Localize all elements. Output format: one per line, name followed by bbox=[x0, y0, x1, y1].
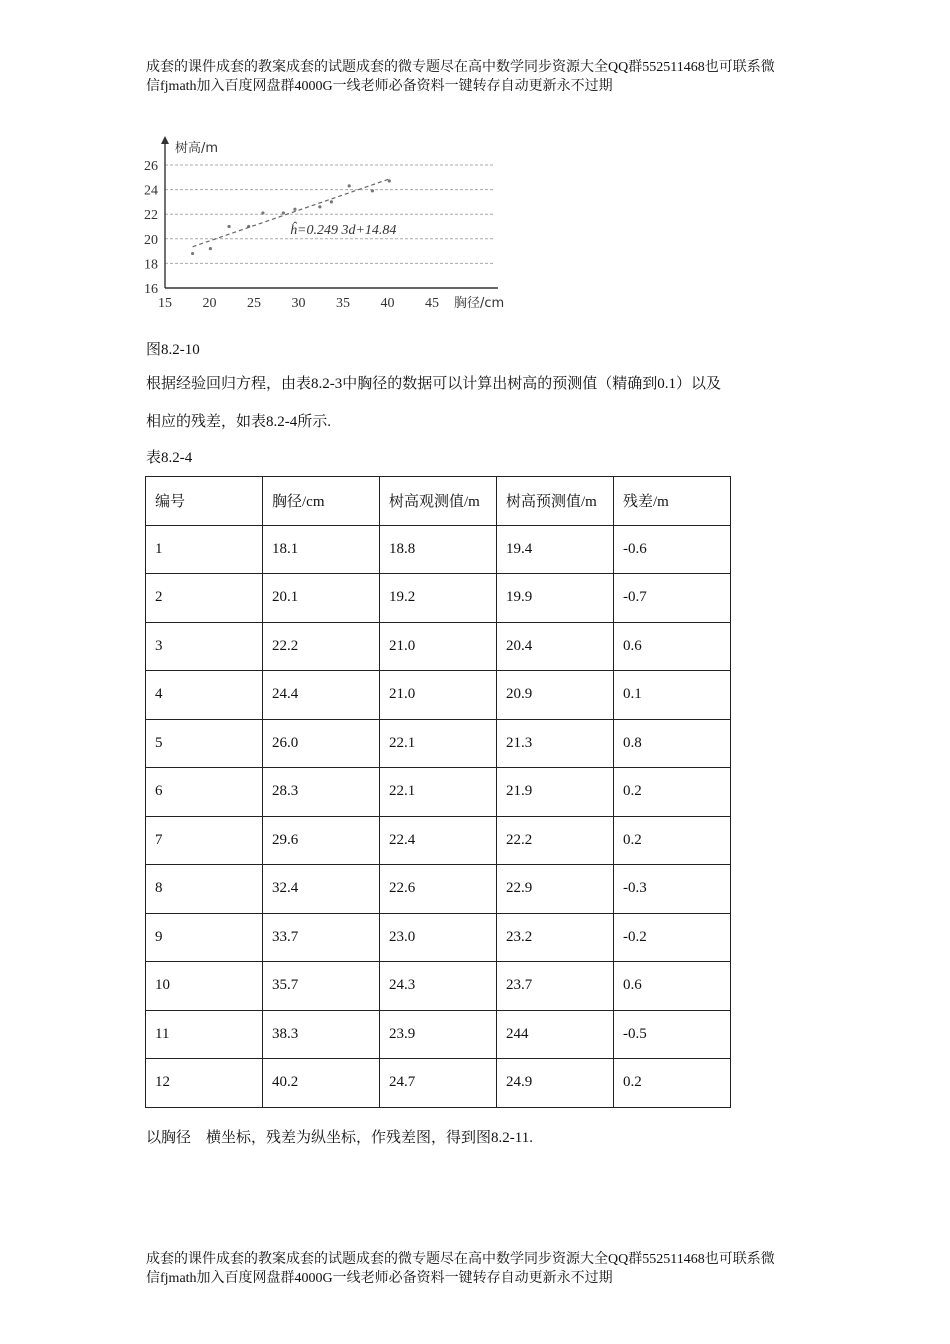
paragraph-1-line-2: 相应的残差，如表8.2-4所示. bbox=[146, 414, 331, 430]
footer-line-2: 信fjmath加入百度网盘群4000G一线老师必备资料一键转存自动更新永不过期 bbox=[146, 1271, 613, 1286]
table-title: 表8.2-4 bbox=[146, 450, 193, 466]
data-point bbox=[348, 184, 351, 187]
data-point bbox=[209, 247, 212, 250]
table-cell: 0.2 bbox=[614, 768, 731, 817]
table-cell: 24.3 bbox=[380, 962, 497, 1011]
paragraph-2: 以胸径 横坐标，残差为纵坐标，作残差图，得到图8.2-11. bbox=[146, 1130, 533, 1146]
table-cell: 24.9 bbox=[497, 1059, 614, 1108]
table-cell: 35.7 bbox=[263, 962, 380, 1011]
data-point bbox=[330, 200, 333, 203]
table-cell: 22.1 bbox=[380, 768, 497, 817]
table-cell: 胸径/cm bbox=[263, 477, 380, 526]
table-cell: 22.4 bbox=[380, 816, 497, 865]
y-axis-label: 树高/m bbox=[175, 141, 219, 156]
table-cell: -0.5 bbox=[614, 1010, 731, 1059]
y-axis-arrow bbox=[161, 136, 169, 144]
table-cell: 11 bbox=[146, 1010, 263, 1059]
regression-equation-label: ĥ=0.249 3d+14.84 bbox=[290, 223, 397, 238]
footer-line-1: 成套的课件成套的教案成套的试题成套的微专题尽在高中数学同步资源大全QQ群552511468也可联系微 bbox=[146, 1252, 775, 1267]
table-cell: 19.9 bbox=[497, 574, 614, 623]
y-tick-label: 24 bbox=[144, 183, 158, 199]
table-row bbox=[146, 913, 731, 962]
figure-caption: 图8.2-10 bbox=[146, 342, 200, 358]
table-cell: 21.9 bbox=[497, 768, 614, 817]
x-tick-label: 35 bbox=[336, 296, 350, 311]
table-cell: 0.2 bbox=[614, 816, 731, 865]
table-row bbox=[146, 671, 731, 720]
table-cell: 10 bbox=[146, 962, 263, 1011]
table-cell: 6 bbox=[146, 768, 263, 817]
x-axis-label: 胸径/cm bbox=[454, 296, 505, 311]
table-row bbox=[146, 622, 731, 671]
table-cell: 18.8 bbox=[380, 525, 497, 574]
table-row bbox=[146, 1010, 731, 1059]
table-row bbox=[146, 865, 731, 914]
data-point bbox=[293, 208, 296, 211]
table-row bbox=[146, 768, 731, 817]
data-point bbox=[371, 189, 374, 192]
table-cell: 22.2 bbox=[497, 816, 614, 865]
table-cell: 7 bbox=[146, 816, 263, 865]
table-cell: 38.3 bbox=[263, 1010, 380, 1059]
paragraph-1-line-1: 根据经验回归方程，由表8.2-3中胸径的数据可以计算出树高的预测值（精确到0.1）以及 bbox=[146, 376, 721, 392]
table-cell: 0.6 bbox=[614, 962, 731, 1011]
table-cell: 残差/m bbox=[614, 477, 731, 526]
data-point bbox=[191, 252, 194, 255]
table-cell: 0.1 bbox=[614, 671, 731, 720]
table-cell: 12 bbox=[146, 1059, 263, 1108]
table-cell: 20.1 bbox=[263, 574, 380, 623]
x-tick-label: 25 bbox=[247, 296, 261, 311]
table-cell: 32.4 bbox=[263, 865, 380, 914]
data-point bbox=[318, 205, 321, 208]
table-cell: 21.3 bbox=[497, 719, 614, 768]
table-cell: 8 bbox=[146, 865, 263, 914]
table-cell: 23.7 bbox=[497, 962, 614, 1011]
table-cell: 23.9 bbox=[380, 1010, 497, 1059]
table-row bbox=[146, 719, 731, 768]
header-line-1: 成套的课件成套的教案成套的试题成套的微专题尽在高中数学同步资源大全QQ群552511468也可联系微 bbox=[146, 60, 775, 75]
table-cell: -0.3 bbox=[614, 865, 731, 914]
table-cell: 1 bbox=[146, 525, 263, 574]
table-cell: 3 bbox=[146, 622, 263, 671]
table-row bbox=[146, 574, 731, 623]
table-cell: 33.7 bbox=[263, 913, 380, 962]
page-footer bbox=[146, 1250, 826, 1288]
y-tick-label: 16 bbox=[144, 282, 158, 297]
table-cell: 23.2 bbox=[497, 913, 614, 962]
table-cell: 编号 bbox=[146, 477, 263, 526]
header-line-2: 信fjmath加入百度网盘群4000G一线老师必备资料一键转存自动更新永不过期 bbox=[146, 79, 613, 94]
scatter-figure bbox=[138, 128, 518, 318]
x-tick-label: 20 bbox=[202, 296, 217, 311]
table-cell: 树高观测值/m bbox=[380, 477, 497, 526]
table-cell: 22.6 bbox=[380, 865, 497, 914]
table-row bbox=[146, 962, 731, 1011]
table-cell: 21.0 bbox=[380, 622, 497, 671]
chart-points bbox=[191, 179, 391, 255]
table-cell: 40.2 bbox=[263, 1059, 380, 1108]
table-cell: 树高预测值/m bbox=[497, 477, 614, 526]
chart-axes bbox=[161, 136, 498, 288]
table-header-row bbox=[146, 477, 731, 526]
y-tick-label: 20 bbox=[144, 232, 158, 248]
table-cell: 24.4 bbox=[263, 671, 380, 720]
table-cell: 20.4 bbox=[497, 622, 614, 671]
x-tick-label: 30 bbox=[291, 296, 306, 311]
data-point bbox=[282, 211, 285, 214]
table-row bbox=[146, 525, 731, 574]
chart-gridlines bbox=[165, 165, 493, 263]
table-cell: -0.6 bbox=[614, 525, 731, 574]
x-tick-label: 40 bbox=[380, 296, 395, 311]
table-cell: 26.0 bbox=[263, 719, 380, 768]
table-cell: 18.1 bbox=[263, 525, 380, 574]
y-tick-label: 18 bbox=[144, 257, 158, 273]
table-cell: 22.9 bbox=[497, 865, 614, 914]
page-header bbox=[146, 58, 826, 96]
table-cell: -0.7 bbox=[614, 574, 731, 623]
table-cell: 4 bbox=[146, 671, 263, 720]
table-cell: 9 bbox=[146, 913, 263, 962]
table-cell: 23.0 bbox=[380, 913, 497, 962]
scatter-chart-svg bbox=[138, 128, 518, 318]
y-tick-label: 22 bbox=[144, 208, 158, 224]
table-cell: 28.3 bbox=[263, 768, 380, 817]
table-cell: 29.6 bbox=[263, 816, 380, 865]
residual-table bbox=[145, 476, 731, 1108]
table-cell: 19.4 bbox=[497, 525, 614, 574]
table-cell: 5 bbox=[146, 719, 263, 768]
data-point bbox=[261, 211, 264, 214]
table-cell: 22.1 bbox=[380, 719, 497, 768]
table-cell: -0.2 bbox=[614, 913, 731, 962]
table-row bbox=[146, 816, 731, 865]
data-point bbox=[227, 225, 230, 228]
x-tick-label: 15 bbox=[158, 296, 172, 311]
table-cell: 0.6 bbox=[614, 622, 731, 671]
table-cell: 24.7 bbox=[380, 1059, 497, 1108]
table-cell: 0.2 bbox=[614, 1059, 731, 1108]
table-cell: 0.8 bbox=[614, 719, 731, 768]
table-cell: 20.9 bbox=[497, 671, 614, 720]
table-cell: 244 bbox=[497, 1010, 614, 1059]
table-cell: 21.0 bbox=[380, 671, 497, 720]
table-row bbox=[146, 1059, 731, 1108]
table-cell: 2 bbox=[146, 574, 263, 623]
y-tick-label: 26 bbox=[144, 159, 158, 174]
table-cell: 22.2 bbox=[263, 622, 380, 671]
table-cell: 19.2 bbox=[380, 574, 497, 623]
x-tick-label: 45 bbox=[425, 296, 439, 311]
